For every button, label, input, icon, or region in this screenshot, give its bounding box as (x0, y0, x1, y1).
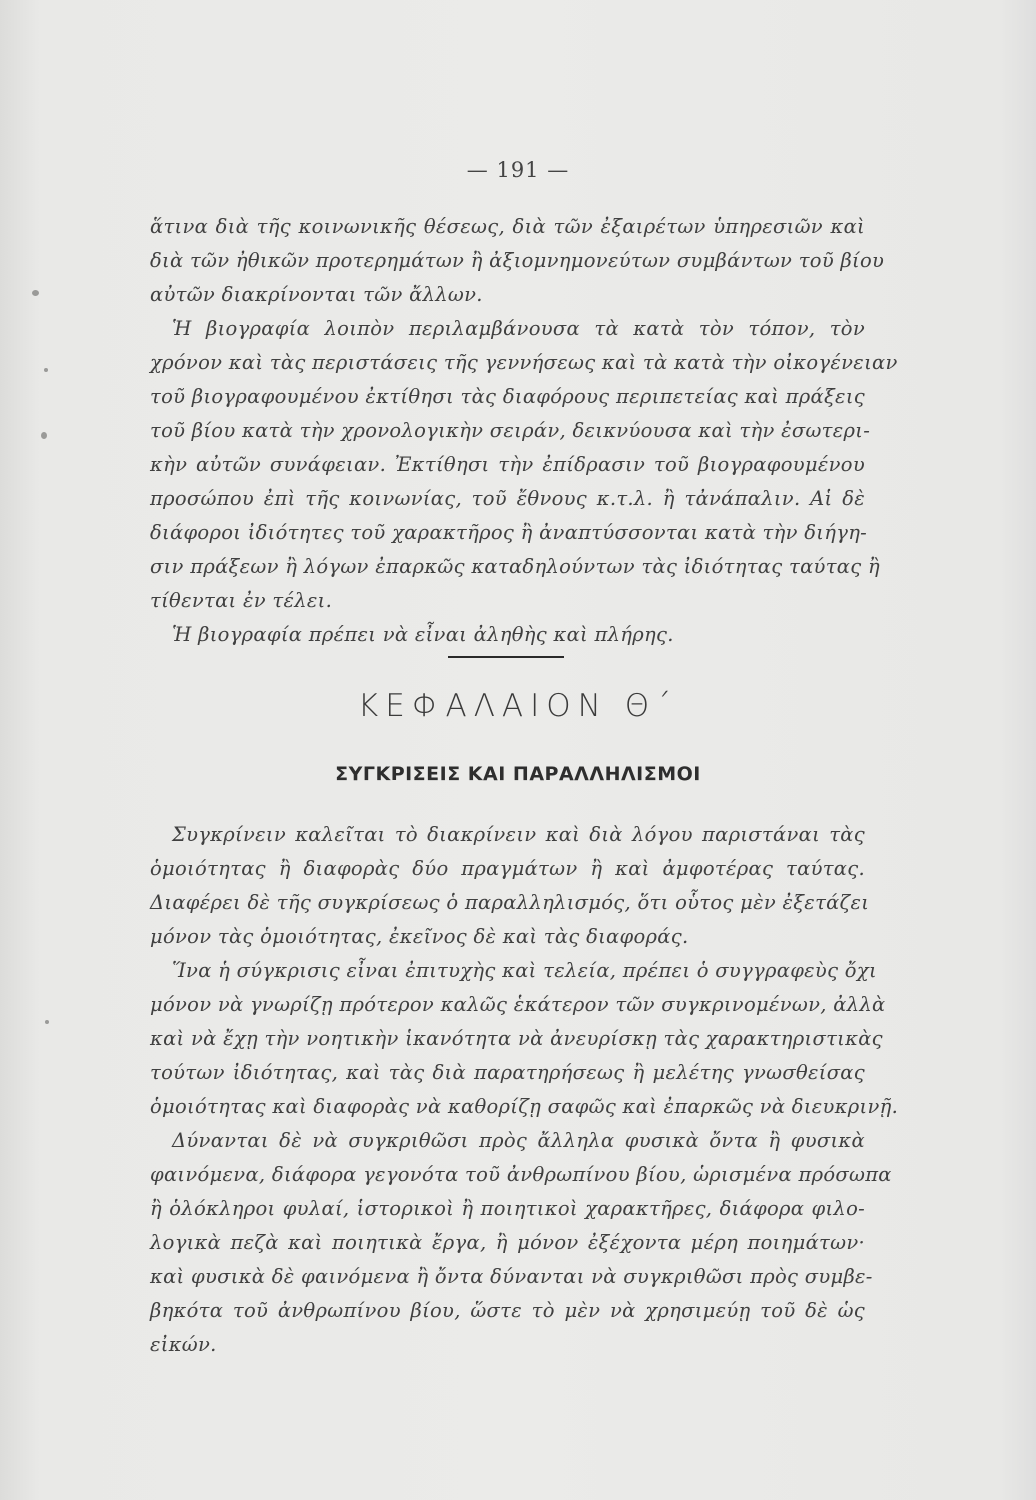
text-line: τίθενται ἐν τέλει. (150, 589, 333, 612)
text-line: Ἡ βιογραφία πρέπει νὰ εἶναι ἀληθὴς καὶ πλήρης. (172, 623, 674, 646)
text-line: προσώπου ἐπὶ τῆς κοινωνίας, τοῦ ἔθνους κ.τ.λ. ἢ τἀνάπαλιν. Αἱ δὲ (150, 487, 865, 510)
text-line: τοῦ βίου κατὰ τὴν χρονολογικὴν σειράν, δεικνύουσα καὶ τὴν ἐσωτερι- (150, 419, 871, 442)
section-divider (448, 656, 564, 658)
paragraph-biography-content (150, 312, 898, 618)
text-line: ὁμοιότητας καὶ διαφορὰς νὰ καθορίζῃ σαφῶς καὶ ἐπαρκῶς νὰ διευκρινῇ. (150, 1095, 899, 1118)
paragraph-biography-truth (150, 618, 865, 652)
text-line: ἢ ὁλόκληροι φυλαί, ἱστορικοὶ ἢ ποιητικοὶ χαρακτῆρες, διάφορα φιλο- (150, 1197, 865, 1220)
text-line: σιν πράξεων ἢ λόγων ἐπαρκῶς καταδηλούντων τὰς ἰδιότητας ταύτας ἢ (150, 555, 880, 578)
paragraph-definition (150, 818, 870, 954)
scan-speck (44, 368, 48, 372)
text-line: τοῦ βιογραφουμένου ἐκτίθησι τὰς διαφόρους περιπετείας καὶ πράξεις (150, 385, 865, 408)
text-line: λογικὰ πεζὰ καὶ ποιητικὰ ἔργα, ἢ μόνον ἐξέχοντα μέρη ποιημάτων· (150, 1231, 865, 1254)
text-line: Ἡ βιογραφία λοιπὸν περιλαμβάνουσα τὰ κατὰ τὸν τόπον, τὸν (172, 317, 865, 340)
text-line: ὁμοιότητας ἢ διαφορὰς δύο πραγμάτων ἢ καὶ ἀμφοτέρας ταύτας. (150, 857, 865, 880)
scan-speck (41, 432, 47, 439)
text-line: διάφοροι ἰδιότητες τοῦ χαρακτῆρος ἢ ἀναπτύσσονται κατὰ τὴν διήγη- (150, 521, 868, 544)
scan-speck (45, 1020, 49, 1024)
text-line: κὴν αὐτῶν συνάφειαν. Ἐκτίθησι τὴν ἐπίδρασιν τοῦ βιογραφουμένου (150, 453, 865, 476)
text-line: αὐτῶν διακρίνονται τῶν ἄλλων. (150, 283, 483, 306)
text-line: ἅτινα διὰ τῆς κοινωνικῆς θέσεως, διὰ τῶν ἐξαιρέτων ὑπηρεσιῶν καὶ (150, 215, 865, 238)
paragraph-subjects (150, 1124, 892, 1362)
text-line: Διαφέρει δὲ τῆς συγκρίσεως ὁ παραλληλισμός, ὅτι οὗτος μὲν ἐξετάζει (150, 891, 870, 914)
text-line: μόνον νὰ γνωρίζῃ πρότερον καλῶς ἑκάτερον τῶν συγκρινομένων, ἀλλὰ (150, 993, 886, 1016)
scan-speck (32, 290, 39, 296)
text-line: βηκότα τοῦ ἀνθρωπίνου βίου, ὥστε τὸ μὲν νὰ χρησιμεύῃ τοῦ δὲ ὡς (150, 1299, 865, 1322)
text-line: καὶ φυσικὰ δὲ φαινόμενα ἢ ὄντα δύνανται νὰ συγκριθῶσι πρὸς συμβε- (150, 1265, 873, 1288)
text-line: Συγκρίνειν καλεῖται τὸ διακρίνειν καὶ διὰ λόγου παριστάναι τὰς (172, 823, 865, 846)
paragraph-requirements (150, 954, 899, 1124)
text-line: Ἵνα ἡ σύγκρισις εἶναι ἐπιτυχὴς καὶ τελεία, πρέπει ὁ συγγραφεὺς ὄχι (172, 959, 877, 982)
text-line: καὶ νὰ ἔχῃ τὴν νοητικὴν ἱκανότητα νὰ ἀνευρίσκῃ τὰς χαρακτηριστικὰς (150, 1027, 883, 1050)
chapter-subtitle: ΣΥΓΚΡΙΣΕΙΣ ΚΑΙ ΠΑΡΑΛΛΗΛΙΣΜΟΙ (335, 763, 701, 785)
text-line: εἰκών. (150, 1333, 217, 1356)
paragraph-continuation (150, 210, 885, 312)
chapter-title: ΚΕΦΑΛΑΙΟΝ Θ΄ (357, 688, 679, 724)
text-line: διὰ τῶν ἠθικῶν προτερημάτων ἢ ἀξιομνημονεύτων συμβάντων τοῦ βίου (150, 249, 885, 272)
text-line: μόνον τὰς ὁμοιότητας, ἐκεῖνος δὲ καὶ τὰς διαφοράς. (150, 925, 689, 948)
text-line: φαινόμενα, διάφορα γεγονότα τοῦ ἀνθρωπίνου βίου, ὡρισμένα πρόσωπα (150, 1163, 892, 1186)
text-line: Δύνανται δὲ νὰ συγκριθῶσι πρὸς ἄλληλα φυσικὰ ὄντα ἢ φυσικὰ (172, 1129, 865, 1152)
page-number: — 191 — (466, 158, 570, 182)
text-line: χρόνον καὶ τὰς περιστάσεις τῆς γεννήσεως καὶ τὰ κατὰ τὴν οἰκογένειαν (150, 351, 898, 374)
text-line: τούτων ἰδιότητας, καὶ τὰς διὰ παρατηρήσεως ἢ μελέτης γνωσθείσας (150, 1061, 865, 1084)
